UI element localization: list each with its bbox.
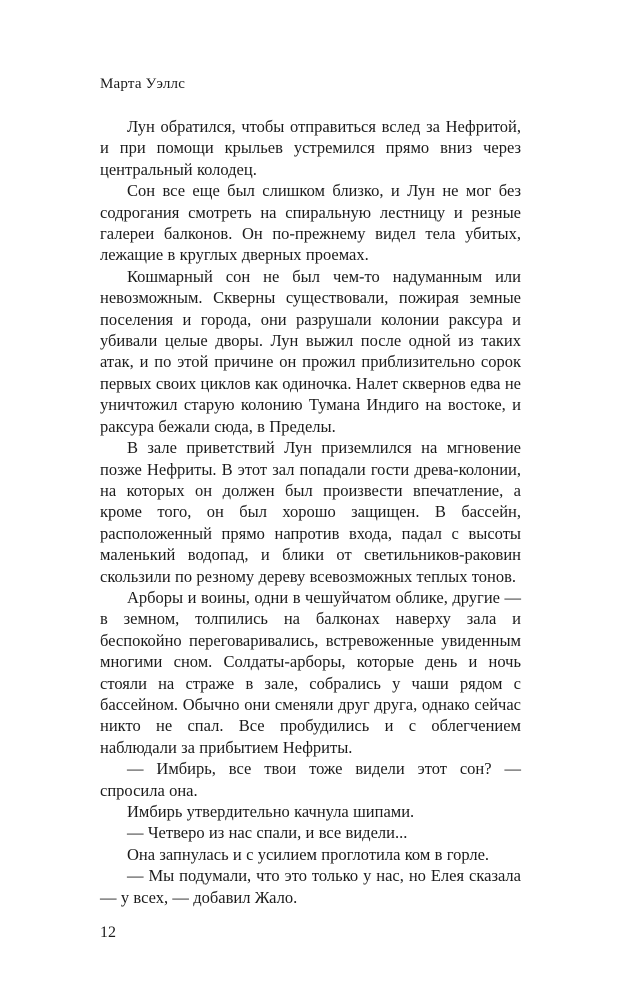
paragraph: Имбирь утвердительно качнула шипами. <box>127 802 415 821</box>
paragraph: Сон все еще был слишком близко, и Лун не мог без содрогания смотреть на спиральную лестницу и резные галереи балконов. Он по-прежнему видел тела убитых, лежащие в круглых дверных проемах. <box>100 181 521 265</box>
paragraph: Лун обратился, чтобы отправиться вслед за Нефритой, и при помощи крыльев устремился прямо вниз через центральный колодец. <box>100 117 521 179</box>
paragraph-dialogue: — Четверо из нас спали, и все видели... <box>127 823 408 843</box>
paragraph-dialogue: — Мы подумали, что это только у нас, но Елея сказала — у всех, — добавил Жало. <box>100 866 521 907</box>
paragraph: Кошмарный сон не был чем-то надуманным или невозможным. Скверны существовали, пожирая земные поселения и города, они разрушали колонии раксура и убивали целые дворы. Лун выжил после одной из таких атак, и по этой причине он прожил приблизительно сорок первых своих циклов как одиночка. Налет сквернов едва не уничтожил старую колонию Тумана Индиго на востоке, и раксура бежали сюда, в Пределы. <box>100 266 521 436</box>
page-number: 12 <box>100 924 116 941</box>
paragraph-dialogue: — Имбирь, все твои тоже видели этот сон? — спросила она. <box>100 759 521 800</box>
body-text <box>100 116 521 908</box>
paragraph: В зале приветствий Лун приземлился на мгновение позже Нефриты. В этот зал попадали гости древа-колонии, на которых он должен был произвести впечатление, а кроме того, он был хорошо защищен. В бассейн, расположенный прямо напротив входа, падал с высоты маленький водопад, и блики от светильников-раковин скользили по резному дереву всевозможных теплых тонов. <box>100 438 521 586</box>
paragraph: Арборы и воины, одни в чешуйчатом облике, другие — в земном, толпились на балконах наверху зала и беспокойно переговаривались, встревоженные увиденным многими сном. Солдаты-арборы, которые день и ночь стояли на страже в зале, собрались у чаши рядом с бассейном. Обычно они сменяли друг друга, однако сейчас никто не спал. Все пробудились и с облегчением наблюдали за прибытием Нефриты. <box>100 587 521 757</box>
paragraph: Она запнулась и с усилием проглотила ком в горле. <box>127 844 490 864</box>
running-header-author: Марта Уэллс <box>100 76 186 92</box>
